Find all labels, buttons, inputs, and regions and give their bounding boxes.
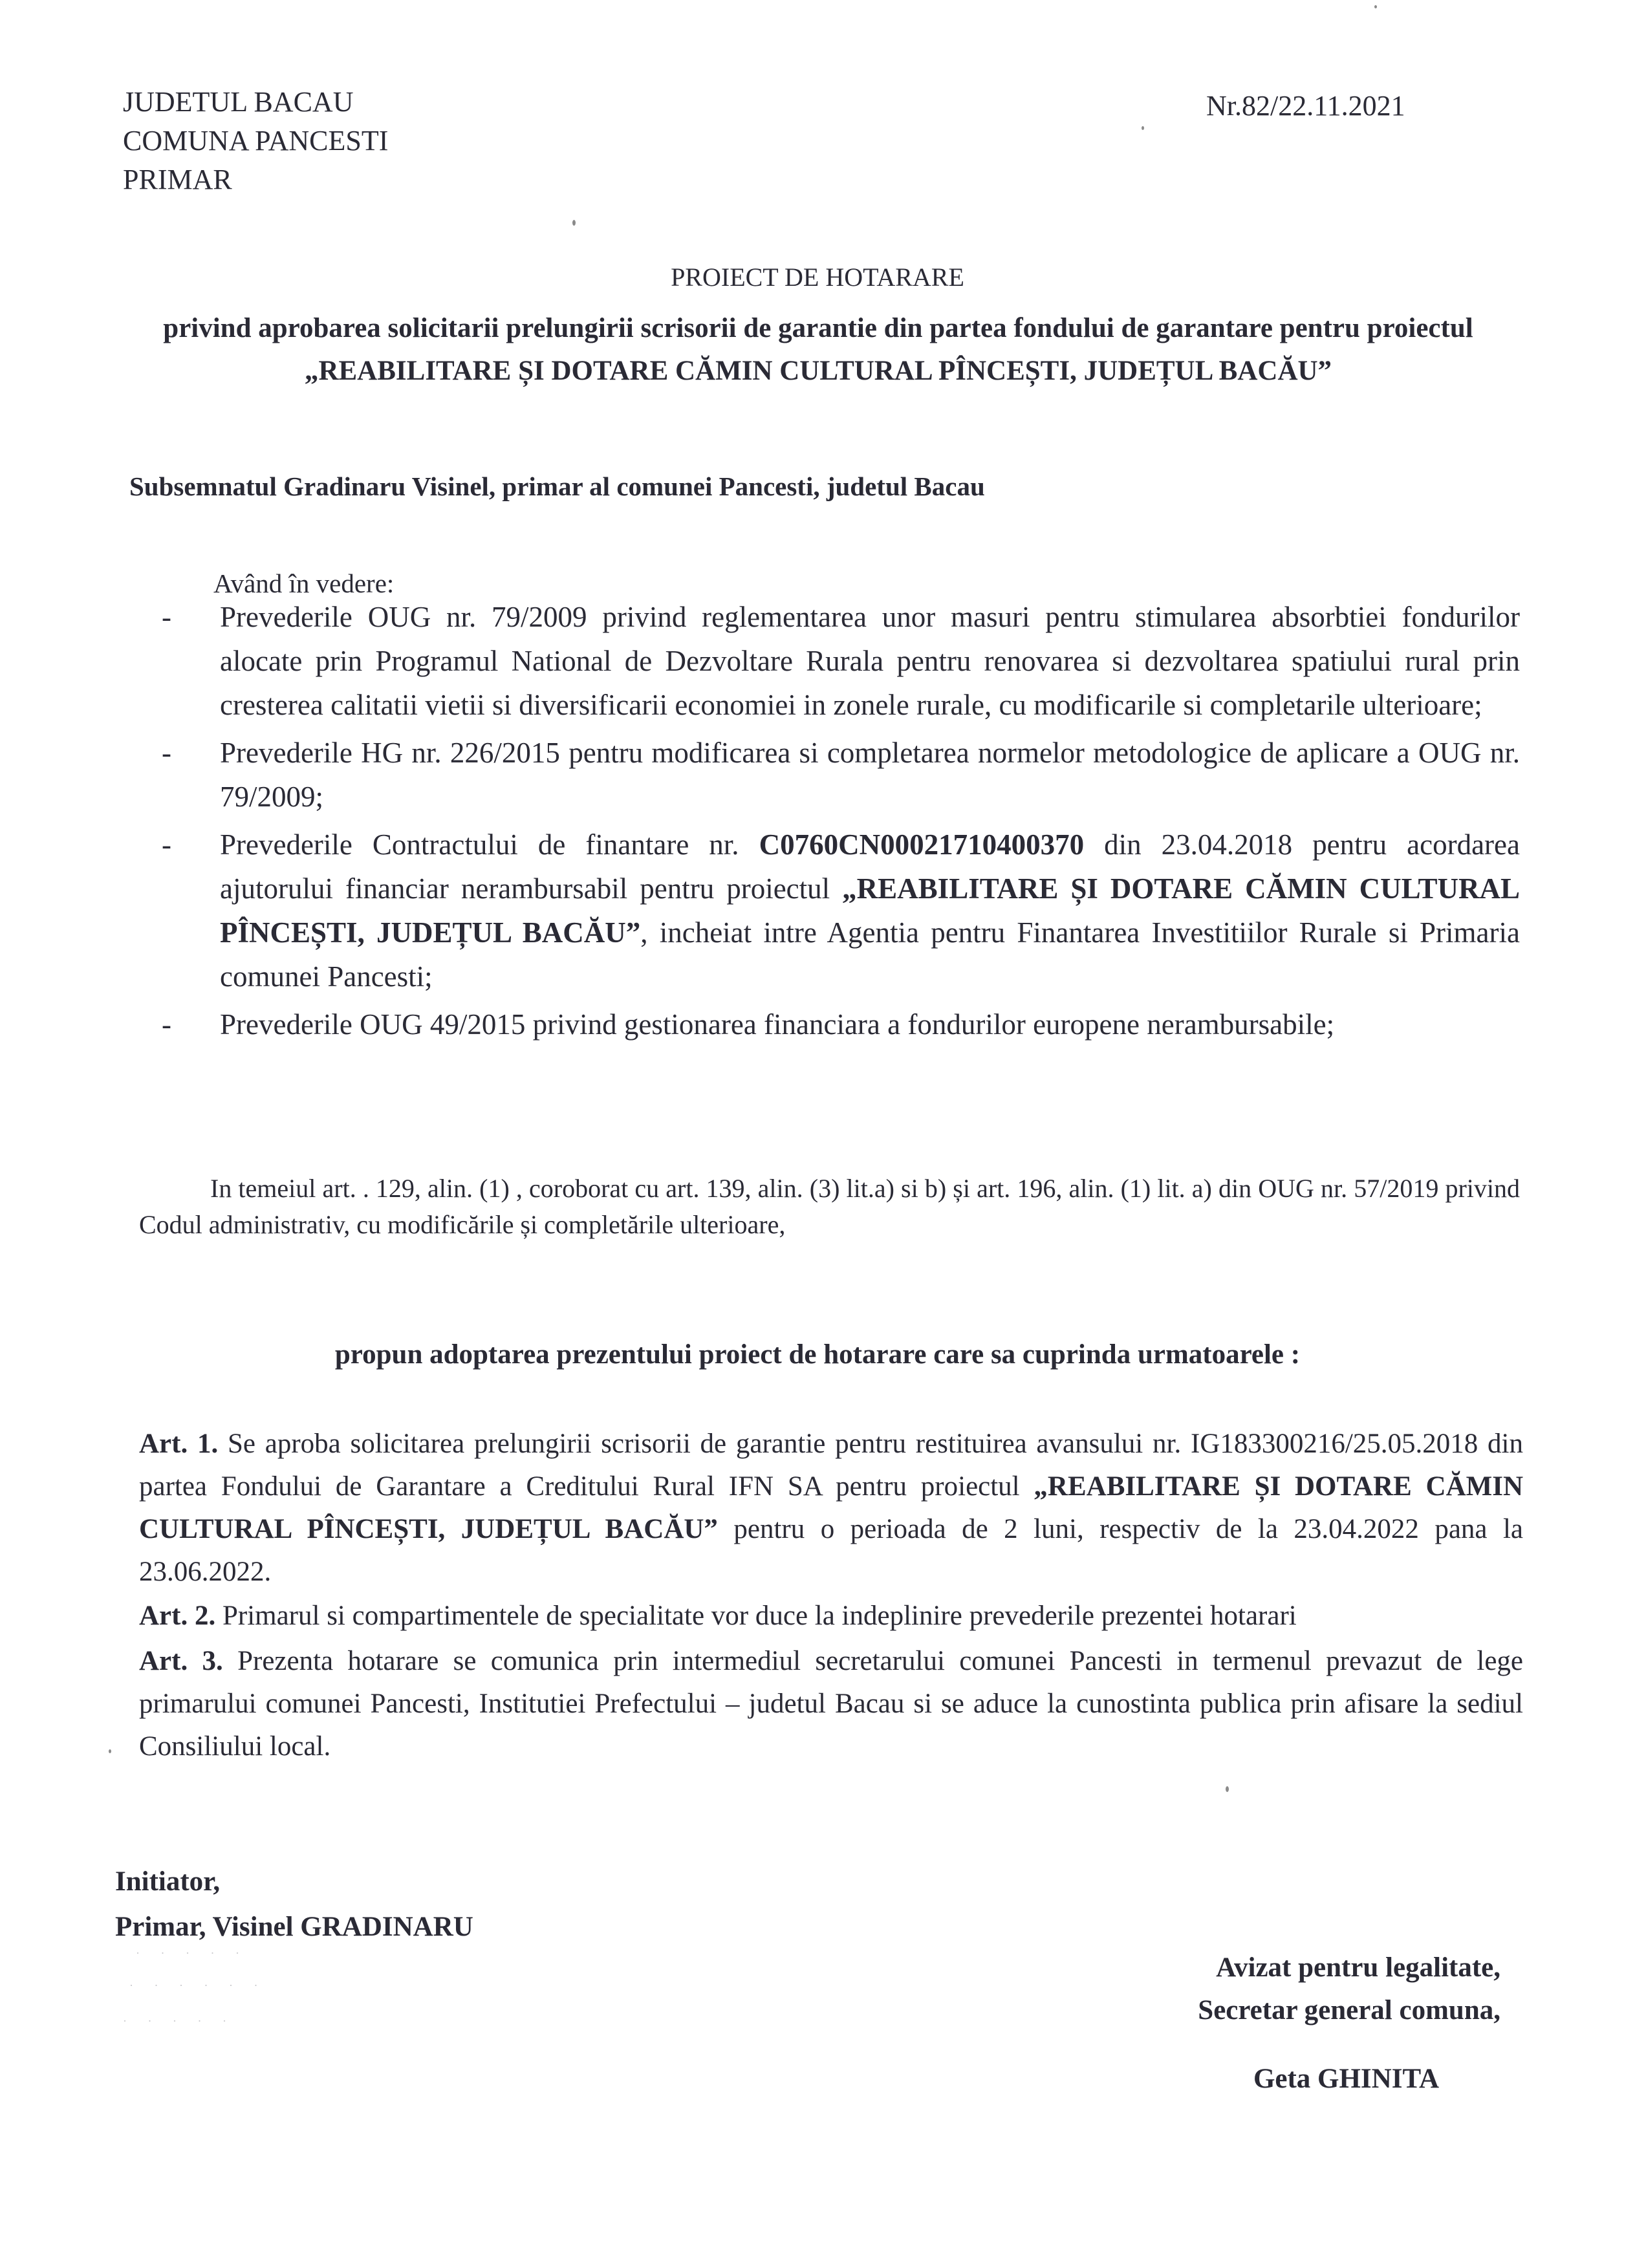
- endorsement-line-1: Avizat pentru legalitate,: [1216, 1952, 1500, 1983]
- endorsement-block: [1125, 1947, 1500, 2101]
- signatory-statement: Subsemnatul Gradinaru Visinel, primar al comunei Pancesti, judetul Bacau: [129, 471, 985, 501]
- legal-basis-text: In temeiul art. . 129, alin. (1) , coroborat cu art. 139, alin. (3) lit.a) si b) și art. 196, alin. (1) lit. a) din OUG nr. 57/2019 privind Codul administrativ, cu modificările și completările ulterioare,: [139, 1174, 1520, 1239]
- project-name: „REABILITARE ȘI DOTARE CĂMIN CULTURAL PÎNCEȘTI, JUDEȚUL BACĂU”: [220, 872, 1520, 949]
- articles: [126, 1423, 1523, 1768]
- article-label: Art. 3.: [139, 1646, 223, 1676]
- initiator-label: Initiator,: [115, 1866, 221, 1897]
- consideration-text: Prevederile HG nr. 226/2015 pentru modificarea si completarea normelor metodologice de aplicare a OUG nr. 79/2009;: [220, 737, 1520, 813]
- article-label: Art. 2.: [139, 1601, 216, 1631]
- faint-stamp-trace: · · · · ·: [136, 1947, 248, 1960]
- registration-number: Nr.82/22.11.2021: [1206, 90, 1405, 122]
- document-subtitle: privind aprobarea solicitarii prelungirii scrisorii de garantie din partea fondului de garantare pentru proiectul „REABILITARE ȘI DOTARE CĂMIN CULTURAL PÎNCEȘTI, JUDEȚUL BACĂU”: [163, 313, 1473, 386]
- bullet-dash: -: [162, 737, 171, 769]
- initiator-name: Primar, Visinel GRADINARU: [115, 1912, 473, 1942]
- article-text: Se aproba solicitarea prelungirii scrisorii de garantie pentru restituirea avansului nr. IG183300216/25.05.2018 din partea Fondului de Garantare a Creditului Rural IFN SA pentru proiectul: [139, 1429, 1523, 1502]
- legal-basis: [139, 1171, 1520, 1243]
- contract-text-after: , incheiat intre Agentia pentru Finantarea Investitiilor Rurale si Primaria comunei Pancesti;: [220, 916, 1520, 993]
- contract-text-mid: din 23.04.2018 pentru acordarea ajutorului financiar nerambursabil pentru proiectul: [220, 828, 1520, 905]
- consideration-text: [220, 823, 1520, 999]
- project-name: „REABILITARE ȘI DOTARE CĂMIN CULTURAL PÎNCEȘTI, JUDEȚUL BACĂU”: [139, 1471, 1524, 1544]
- header-county: JUDETUL BACAU: [123, 86, 354, 118]
- article-text: Prezenta hotarare se comunica prin intermediul secretarului comunei Pancesti in termenul prevazut de lege primarului comunei Pancesti, Institutiei Prefectului – judetul Bacau si se aduce la cunostinta publica prin afisare la sediul Consiliului local.: [139, 1646, 1523, 1762]
- article-label: Art. 1.: [139, 1429, 219, 1459]
- article-2: [126, 1595, 1523, 1637]
- contract-number: C0760CN00021710400370: [759, 828, 1085, 861]
- article-text-after: pentru o perioada de 2 luni, respectiv de la 23.04.2022 pana la 23.06.2022.: [139, 1514, 1523, 1587]
- secretary-name: Geta GHINITA: [1253, 2064, 1439, 2094]
- list-item: [155, 1002, 1520, 1046]
- faint-stamp-trace: · · · · · ·: [129, 1979, 267, 1992]
- article-1: [126, 1423, 1523, 1593]
- header-office: PRIMAR: [123, 164, 232, 195]
- scan-speck: [1226, 1786, 1229, 1792]
- endorsement-line-2: Secretar general comuna,: [1198, 1995, 1500, 2025]
- scan-speck: [572, 220, 576, 226]
- contract-text-before: Prevederile Contractului de finantare nr.: [220, 828, 759, 861]
- header-commune: COMUNA PANCESTI: [123, 125, 389, 157]
- faint-stamp-trace: · · · · ·: [123, 2014, 235, 2027]
- scan-speck: [109, 1749, 111, 1753]
- considerations-list: [155, 595, 1520, 1046]
- article-text: Primarul si compartimentele de specialitate vor duce la indeplinire prevederile prezentei hotarari: [215, 1601, 1297, 1631]
- consideration-text: Prevederile OUG 49/2015 privind gestionarea financiara a fondurilor europene nerambursabile;: [220, 1008, 1335, 1041]
- document-title: PROIECT DE HOTARARE: [671, 263, 964, 292]
- list-item: [155, 823, 1520, 999]
- article-3: [126, 1640, 1523, 1768]
- list-item: [155, 595, 1520, 727]
- bullet-dash: -: [162, 601, 171, 633]
- considerations-lead: Având în vedere:: [213, 568, 395, 598]
- bullet-dash: -: [162, 828, 171, 861]
- bullet-dash: -: [162, 1008, 171, 1041]
- scan-speck: [1374, 5, 1377, 8]
- consideration-text: Prevederile OUG nr. 79/2009 privind reglementarea unor masuri pentru stimularea absorbtiei fondurilor alocate prin Programul National de Dezvoltare Rurala pentru renovarea si dezvoltarea spatiului rural prin cresterea calitatii vietii si diversificarii economiei in zonele rurale, cu modificarile si completarile ulterioare;: [220, 601, 1520, 721]
- issuer-header: [123, 83, 388, 199]
- scan-speck: [1142, 126, 1144, 130]
- proposal-statement: propun adoptarea prezentului proiect de hotarare care sa cuprinda urmatoarele :: [334, 1339, 1301, 1370]
- list-item: [155, 731, 1520, 819]
- initiator-block: [115, 1859, 473, 1950]
